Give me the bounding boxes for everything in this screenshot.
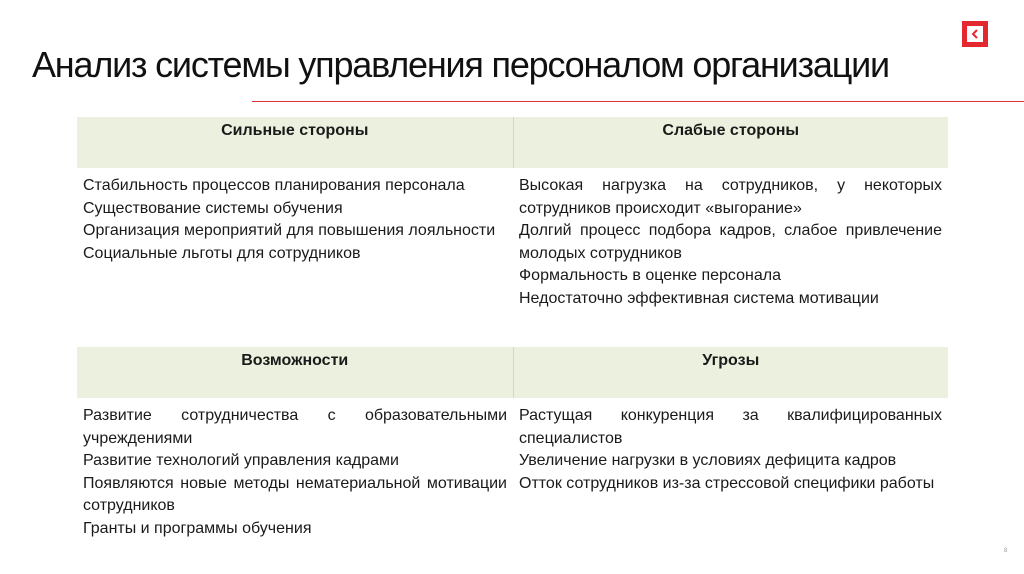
chevron-left-icon	[967, 26, 983, 42]
swot-table	[77, 117, 948, 565]
threats-heading: Угрозы	[513, 347, 948, 399]
opportunities-cell	[77, 399, 513, 566]
swot-header-row	[77, 117, 948, 169]
strengths-cell	[77, 169, 513, 348]
list-item: Развитие технологий управления кадрами	[83, 452, 399, 469]
list-item: Отток сотрудников из-за стрессовой специфики работы	[519, 474, 935, 492]
list-item: Стабильность процессов планирования персонала	[83, 177, 465, 194]
opportunities-heading: Возможности	[77, 347, 513, 399]
list-item: Организация мероприятий для повышения лояльности	[83, 222, 496, 239]
list-item: Растущая конкуренция за квалифицированных специалистов	[519, 407, 942, 447]
back-button[interactable]	[962, 21, 988, 47]
list-item: Гранты и программы обучения	[83, 519, 312, 537]
slide-title: Анализ системы управления персоналом организации	[32, 44, 889, 85]
weaknesses-heading: Слабые стороны	[513, 117, 948, 169]
title-underline	[252, 101, 1024, 102]
strengths-heading: Сильные стороны	[77, 117, 513, 169]
list-item: Недостаточно эффективная система мотивации	[519, 289, 879, 307]
list-item: Долгий процесс подбора кадров, слабое привлечение молодых сотрудников	[519, 222, 942, 262]
list-item: Появляются новые методы нематериальной мотивации сотрудников	[83, 474, 507, 514]
weaknesses-cell	[513, 169, 948, 348]
swot-content-row	[77, 169, 948, 348]
page-number: 8	[1004, 548, 1008, 554]
list-item: Социальные льготы для сотрудников	[83, 244, 361, 262]
list-item: Формальность в оценке персонала	[519, 267, 781, 284]
list-item: Развитие сотрудничества с образовательными учреждениями	[83, 407, 507, 447]
list-item: Увеличение нагрузки в условиях дефицита кадров	[519, 452, 897, 469]
swot-header-row	[77, 347, 948, 399]
swot-content-row	[77, 399, 948, 566]
threats-cell	[513, 399, 948, 566]
list-item: Существование системы обучения	[83, 199, 343, 217]
list-item: Высокая нагрузка на сотрудников, у некоторых сотрудников происходит «выгорание»	[519, 177, 942, 217]
